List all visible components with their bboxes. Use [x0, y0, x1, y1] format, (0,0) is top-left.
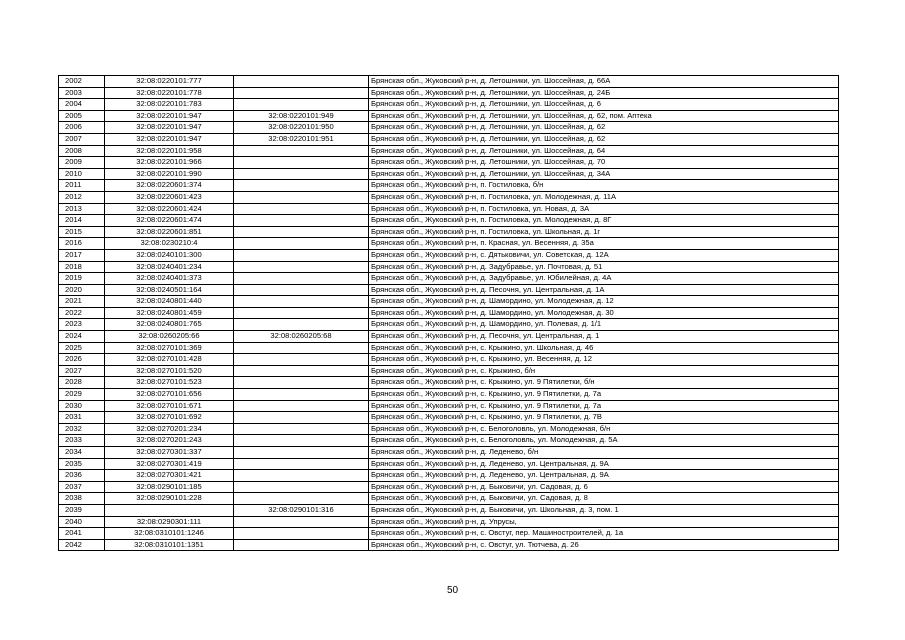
cadastral-number-cell: 32:08:0270101:369 — [105, 342, 234, 354]
premises-number-cell — [234, 215, 369, 227]
table-row — [59, 435, 839, 447]
row-number-cell: 2022 — [59, 307, 105, 319]
premises-number-cell — [234, 412, 369, 424]
table-row — [59, 470, 839, 482]
row-number-cell: 2005 — [59, 110, 105, 122]
table-row — [59, 99, 839, 111]
table-row — [59, 412, 839, 424]
cadastral-number-cell: 32:08:0240801:440 — [105, 296, 234, 308]
premises-number-cell — [234, 296, 369, 308]
row-number-cell: 2013 — [59, 203, 105, 215]
table-row — [59, 389, 839, 401]
cadastral-number-cell: 32:08:0270101:428 — [105, 354, 234, 366]
table-row — [59, 493, 839, 505]
page-number: 50 — [446, 585, 459, 596]
table-row — [59, 400, 839, 412]
row-number-cell: 2041 — [59, 528, 105, 540]
premises-number-cell — [234, 249, 369, 261]
premises-number-cell — [234, 191, 369, 203]
table-row — [59, 249, 839, 261]
table-row — [59, 203, 839, 215]
address-cell: Брянская обл., Жуковский р-н, п. Гостиловка, ул. Молодежная, д. 8Г — [369, 215, 839, 227]
cadastral-number-cell: 32:08:0270101:656 — [105, 389, 234, 401]
row-number-cell: 2006 — [59, 122, 105, 134]
row-number-cell: 2002 — [59, 76, 105, 88]
cadastral-number-cell: 32:08:0220101:947 — [105, 122, 234, 134]
address-cell: Брянская обл., Жуковский р-н, д. Шамордино, ул. Полевая, д. 1/1 — [369, 319, 839, 331]
table-row — [59, 447, 839, 459]
premises-number-cell — [234, 319, 369, 331]
premises-number-cell — [234, 284, 369, 296]
table-row — [59, 516, 839, 528]
address-cell: Брянская обл., Жуковский р-н, д. Шамордино, ул. Молодежная, д. 12 — [369, 296, 839, 308]
row-number-cell: 2031 — [59, 412, 105, 424]
address-cell: Брянская обл., Жуковский р-н, п. Гостиловка, ул. Новая, д. 3А — [369, 203, 839, 215]
table-row — [59, 423, 839, 435]
cadastral-number-cell: 32:08:0220101:990 — [105, 168, 234, 180]
address-cell: Брянская обл., Жуковский р-н, д. Шамордино, ул. Молодежная, д. 30 — [369, 307, 839, 319]
row-number-cell: 2007 — [59, 133, 105, 145]
cadastral-number-cell: 32:08:0240501:164 — [105, 284, 234, 296]
row-number-cell: 2042 — [59, 539, 105, 551]
row-number-cell: 2023 — [59, 319, 105, 331]
table-row — [59, 354, 839, 366]
table-row — [59, 365, 839, 377]
address-cell: Брянская обл., Жуковский р-н, с. Крыжино, ул. 9 Пятилетки, д. 7а — [369, 400, 839, 412]
address-cell: Брянская обл., Жуковский р-н, д. Летошники, ул. Шоссейная, д. 24Б — [369, 87, 839, 99]
address-cell: Брянская обл., Жуковский р-н, д. Летошники, ул. Шоссейная, д. 66А — [369, 76, 839, 88]
cadastral-number-cell: 32:08:0270101:520 — [105, 365, 234, 377]
premises-number-cell — [234, 528, 369, 540]
premises-number-cell — [234, 435, 369, 447]
address-cell: Брянская обл., Жуковский р-н, д. Летошники, ул. Шоссейная, д. 6 — [369, 99, 839, 111]
cadastral-number-cell: 32:08:0260205:66 — [105, 331, 234, 343]
premises-number-cell — [234, 389, 369, 401]
premises-number-cell: 32:08:0220101:950 — [234, 122, 369, 134]
address-cell: Брянская обл., Жуковский р-н, с. Крыжино, ул. Весенняя, д. 12 — [369, 354, 839, 366]
cadastral-number-cell: 32:08:0240401:373 — [105, 273, 234, 285]
table-row — [59, 110, 839, 122]
address-cell: Брянская обл., Жуковский р-н, с. Белоголовль, ул. Молодежная, б/н — [369, 423, 839, 435]
row-number-cell: 2019 — [59, 273, 105, 285]
address-cell: Брянская обл., Жуковский р-н, д. Летошники, ул. Шоссейная, д. 62, пом. Аптека — [369, 110, 839, 122]
row-number-cell: 2027 — [59, 365, 105, 377]
row-number-cell: 2020 — [59, 284, 105, 296]
cadastral-number-cell: 32:08:0310101:1246 — [105, 528, 234, 540]
table-row — [59, 342, 839, 354]
address-cell: Брянская обл., Жуковский р-н, д. Летошники, ул. Шоссейная, д. 64 — [369, 145, 839, 157]
table-row — [59, 87, 839, 99]
premises-number-cell — [234, 145, 369, 157]
cadastral-number-cell: 32:08:0270301:419 — [105, 458, 234, 470]
cadastral-number-cell: 32:08:0270301:337 — [105, 447, 234, 459]
address-cell: Брянская обл., Жуковский р-н, д. Летошники, ул. Шоссейная, д. 34А — [369, 168, 839, 180]
table-row — [59, 238, 839, 250]
table-row — [59, 168, 839, 180]
row-number-cell: 2025 — [59, 342, 105, 354]
table-row — [59, 539, 839, 551]
cadastral-number-cell: 32:08:0240801:765 — [105, 319, 234, 331]
address-cell: Брянская обл., Жуковский р-н, д. Летошники, ул. Шоссейная, д. 62 — [369, 133, 839, 145]
premises-number-cell — [234, 354, 369, 366]
cadastral-number-cell: 32:08:0310101:1351 — [105, 539, 234, 551]
table-row — [59, 122, 839, 134]
cadastral-number-cell: 32:08:0270301:421 — [105, 470, 234, 482]
cadastral-number-cell: 32:08:0240801:459 — [105, 307, 234, 319]
row-number-cell: 2038 — [59, 493, 105, 505]
premises-number-cell — [234, 307, 369, 319]
address-cell: Брянская обл., Жуковский р-н, д. Леденево, б/н — [369, 447, 839, 459]
row-number-cell: 2017 — [59, 249, 105, 261]
cadastral-number-cell: 32:08:0240401:234 — [105, 261, 234, 273]
row-number-cell: 2024 — [59, 331, 105, 343]
premises-number-cell — [234, 180, 369, 192]
row-number-cell: 2009 — [59, 157, 105, 169]
address-cell: Брянская обл., Жуковский р-н, д. Быковичи, ул. Садовая, д. 6 — [369, 481, 839, 493]
premises-number-cell — [234, 481, 369, 493]
row-number-cell: 2035 — [59, 458, 105, 470]
cadastral-number-cell: 32:08:0270201:234 — [105, 423, 234, 435]
cadastral-number-cell — [105, 504, 234, 516]
table-row — [59, 504, 839, 516]
row-number-cell: 2011 — [59, 180, 105, 192]
premises-number-cell — [234, 470, 369, 482]
premises-number-cell — [234, 238, 369, 250]
registry-table-body — [59, 76, 839, 551]
row-number-cell: 2010 — [59, 168, 105, 180]
table-row — [59, 377, 839, 389]
premises-number-cell — [234, 458, 369, 470]
row-number-cell: 2021 — [59, 296, 105, 308]
row-number-cell: 2029 — [59, 389, 105, 401]
premises-number-cell — [234, 342, 369, 354]
premises-number-cell — [234, 493, 369, 505]
premises-number-cell — [234, 203, 369, 215]
row-number-cell: 2014 — [59, 215, 105, 227]
table-row — [59, 76, 839, 88]
cadastral-number-cell: 32:08:0220601:851 — [105, 226, 234, 238]
registry-table — [58, 75, 839, 551]
row-number-cell: 2008 — [59, 145, 105, 157]
cadastral-number-cell: 32:08:0220101:947 — [105, 110, 234, 122]
address-cell: Брянская обл., Жуковский р-н, с. Крыжино, ул. 9 Пятилетки, д. 7а — [369, 389, 839, 401]
cadastral-number-cell: 32:08:0220101:783 — [105, 99, 234, 111]
address-cell: Брянская обл., Жуковский р-н, с. Овстуг, ул. Тютчева, д. 26 — [369, 539, 839, 551]
row-number-cell: 2016 — [59, 238, 105, 250]
premises-number-cell: 32:08:0290101:316 — [234, 504, 369, 516]
cadastral-number-cell: 32:08:0290101:185 — [105, 481, 234, 493]
address-cell: Брянская обл., Жуковский р-н, п. Гостиловка, ул. Молодежная, д. 11А — [369, 191, 839, 203]
row-number-cell: 2039 — [59, 504, 105, 516]
premises-number-cell — [234, 157, 369, 169]
address-cell: Брянская обл., Жуковский р-н, д. Песочня, ул. Центральная, д. 1 — [369, 331, 839, 343]
row-number-cell: 2018 — [59, 261, 105, 273]
table-row — [59, 145, 839, 157]
premises-number-cell — [234, 377, 369, 389]
table-row — [59, 261, 839, 273]
address-cell: Брянская обл., Жуковский р-н, д. Задубравье, ул. Юбилейная, д. 4А — [369, 273, 839, 285]
row-number-cell: 2034 — [59, 447, 105, 459]
row-number-cell: 2028 — [59, 377, 105, 389]
address-cell: Брянская обл., Жуковский р-н, д. Задубравье, ул. Почтовая, д. 51 — [369, 261, 839, 273]
table-row — [59, 319, 839, 331]
address-cell: Брянская обл., Жуковский р-н, с. Белоголовль, ул. Молодежная, д. 5А — [369, 435, 839, 447]
address-cell: Брянская обл., Жуковский р-н, с. Крыжино, ул. 9 Пятилетки, б/н — [369, 377, 839, 389]
cadastral-number-cell: 32:08:0270101:692 — [105, 412, 234, 424]
address-cell: Брянская обл., Жуковский р-н, д. Упрусы, — [369, 516, 839, 528]
table-row — [59, 215, 839, 227]
row-number-cell: 2004 — [59, 99, 105, 111]
address-cell: Брянская обл., Жуковский р-н, д. Песочня, ул. Центральная, д. 1А — [369, 284, 839, 296]
premises-number-cell: 32:08:0260205:68 — [234, 331, 369, 343]
table-row — [59, 331, 839, 343]
cadastral-number-cell: 32:08:0220101:778 — [105, 87, 234, 99]
cadastral-number-cell: 32:08:0240101:300 — [105, 249, 234, 261]
cadastral-number-cell: 32:08:0290301:111 — [105, 516, 234, 528]
row-number-cell: 2015 — [59, 226, 105, 238]
premises-number-cell: 32:08:0220101:949 — [234, 110, 369, 122]
premises-number-cell — [234, 423, 369, 435]
table-row — [59, 481, 839, 493]
address-cell: Брянская обл., Жуковский р-н, п. Гостиловка, б/н — [369, 180, 839, 192]
address-cell: Брянская обл., Жуковский р-н, д. Леденево, ул. Центральная, д. 9А — [369, 470, 839, 482]
premises-number-cell — [234, 99, 369, 111]
address-cell: Брянская обл., Жуковский р-н, с. Дятьковичи, ул. Советская, д. 12А — [369, 249, 839, 261]
address-cell: Брянская обл., Жуковский р-н, д. Летошники, ул. Шоссейная, д. 62 — [369, 122, 839, 134]
premises-number-cell — [234, 273, 369, 285]
premises-number-cell — [234, 516, 369, 528]
table-row — [59, 273, 839, 285]
cadastral-number-cell: 32:08:0220601:474 — [105, 215, 234, 227]
address-cell: Брянская обл., Жуковский р-н, с. Крыжино, ул. 9 Пятилетки, д. 7В — [369, 412, 839, 424]
table-row — [59, 528, 839, 540]
premises-number-cell — [234, 168, 369, 180]
address-cell: Брянская обл., Жуковский р-н, п. Гостиловка, ул. Школьная, д. 1г — [369, 226, 839, 238]
row-number-cell: 2012 — [59, 191, 105, 203]
cadastral-number-cell: 32:08:0220601:424 — [105, 203, 234, 215]
address-cell: Брянская обл., Жуковский р-н, с. Крыжино, б/н — [369, 365, 839, 377]
row-number-cell: 2036 — [59, 470, 105, 482]
cadastral-number-cell: 32:08:0220101:966 — [105, 157, 234, 169]
table-row — [59, 180, 839, 192]
premises-number-cell — [234, 365, 369, 377]
cadastral-number-cell: 32:08:0270101:523 — [105, 377, 234, 389]
row-number-cell: 2003 — [59, 87, 105, 99]
address-cell: Брянская обл., Жуковский р-н, д. Быковичи, ул. Садовая, д. 8 — [369, 493, 839, 505]
address-cell: Брянская обл., Жуковский р-н, д. Леденево, ул. Центральная, д. 9А — [369, 458, 839, 470]
address-cell: Брянская обл., Жуковский р-н, п. Красная, ул. Весенняя, д. 35а — [369, 238, 839, 250]
address-cell: Брянская обл., Жуковский р-н, д. Быковичи, ул. Школьная, д. 3, пом. 1 — [369, 504, 839, 516]
premises-number-cell — [234, 400, 369, 412]
table-row — [59, 157, 839, 169]
premises-number-cell — [234, 76, 369, 88]
table-row — [59, 226, 839, 238]
premises-number-cell — [234, 87, 369, 99]
address-cell: Брянская обл., Жуковский р-н, с. Овстуг, пер. Машиностроителей, д. 1а — [369, 528, 839, 540]
address-cell: Брянская обл., Жуковский р-н, с. Крыжино, ул. Школьная, д. 46 — [369, 342, 839, 354]
cadastral-number-cell: 32:08:0220601:374 — [105, 180, 234, 192]
table-row — [59, 133, 839, 145]
row-number-cell: 2040 — [59, 516, 105, 528]
address-cell: Брянская обл., Жуковский р-н, д. Летошники, ул. Шоссейная, д. 70 — [369, 157, 839, 169]
cadastral-number-cell: 32:08:0290101:228 — [105, 493, 234, 505]
premises-number-cell — [234, 539, 369, 551]
cadastral-number-cell: 32:08:0220101:777 — [105, 76, 234, 88]
row-number-cell: 2030 — [59, 400, 105, 412]
row-number-cell: 2032 — [59, 423, 105, 435]
row-number-cell: 2026 — [59, 354, 105, 366]
premises-number-cell — [234, 447, 369, 459]
table-row — [59, 458, 839, 470]
table-row — [59, 191, 839, 203]
row-number-cell: 2033 — [59, 435, 105, 447]
premises-number-cell: 32:08:0220101:951 — [234, 133, 369, 145]
premises-number-cell — [234, 261, 369, 273]
cadastral-number-cell: 32:08:0270201:243 — [105, 435, 234, 447]
table-row — [59, 284, 839, 296]
cadastral-number-cell: 32:08:0220101:958 — [105, 145, 234, 157]
cadastral-number-cell: 32:08:0270101:671 — [105, 400, 234, 412]
table-row — [59, 296, 839, 308]
cadastral-number-cell: 32:08:0220601:423 — [105, 191, 234, 203]
table-row — [59, 307, 839, 319]
premises-number-cell — [234, 226, 369, 238]
cadastral-number-cell: 32:08:0230210:4 — [105, 238, 234, 250]
cadastral-number-cell: 32:08:0220101:947 — [105, 133, 234, 145]
row-number-cell: 2037 — [59, 481, 105, 493]
